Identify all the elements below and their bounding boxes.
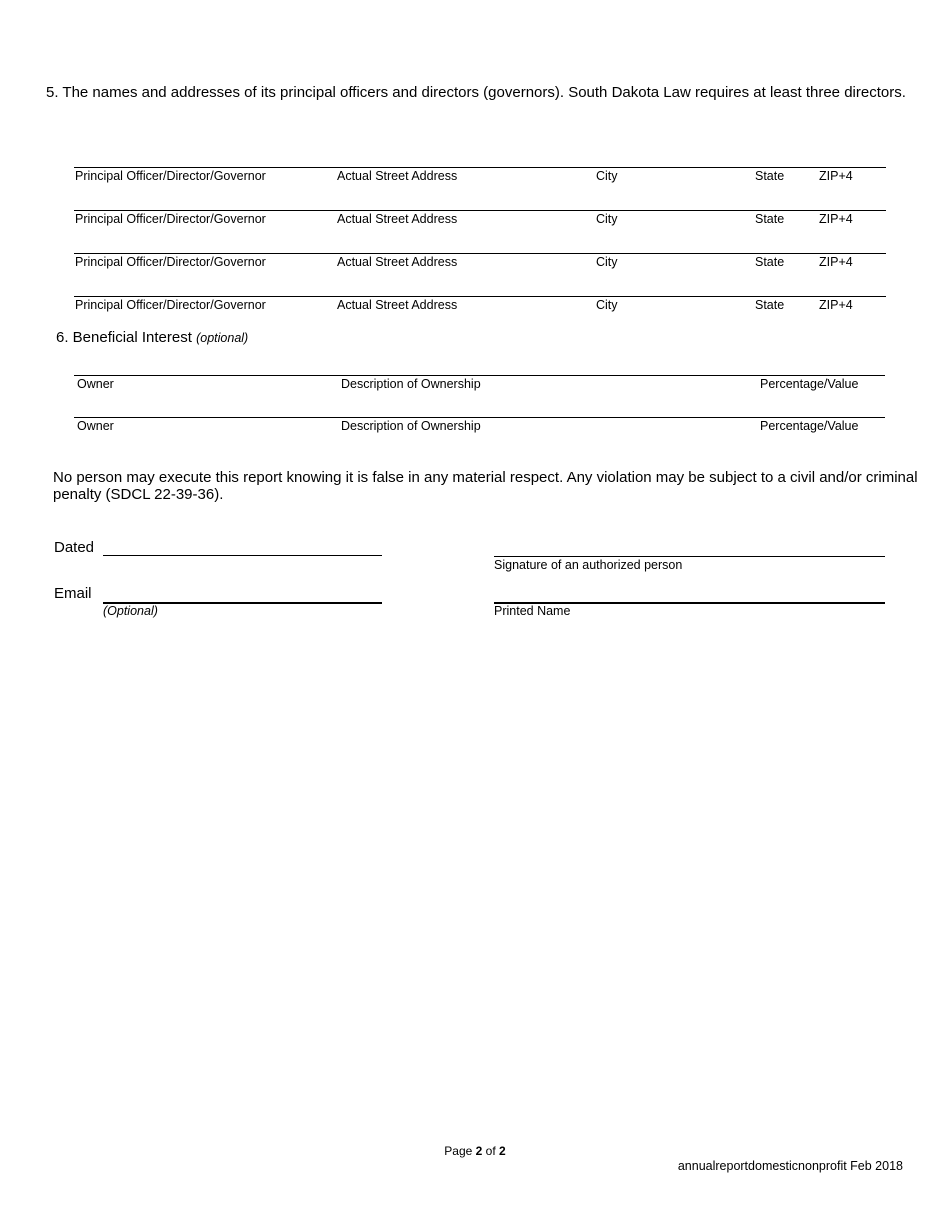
officer-zip-label: ZIP+4 <box>819 169 853 183</box>
officer-state-label: State <box>755 298 785 312</box>
officer-city-label: City <box>596 298 618 312</box>
officer-address-label: Actual Street Address <box>337 298 458 312</box>
officer-zip-label: ZIP+4 <box>819 255 853 269</box>
penalty-warning: No person may execute this report knowing it is false in any material respect. Any violation may be subject to a civil and/or criminal penalty (SDCL 22-39-36). <box>53 469 918 503</box>
officer-zip-label: ZIP+4 <box>819 298 853 312</box>
dated-field[interactable] <box>103 555 382 556</box>
owner-label: Owner <box>77 377 114 391</box>
officer-address-label: Actual Street Address <box>337 255 458 269</box>
officer-line-1[interactable] <box>74 167 886 168</box>
officer-name-label: Principal Officer/Director/Governor <box>75 255 266 269</box>
officer-city-label: City <box>596 255 618 269</box>
ownership-description-label: Description of Ownership <box>341 377 481 391</box>
section-5-instructions: 5. The names and addresses of its principal officers and directors (governors). South Dakota Law requires at least three directors. <box>46 84 906 101</box>
officer-zip-label: ZIP+4 <box>819 212 853 226</box>
owner-line-2[interactable] <box>74 417 885 418</box>
officer-address-label: Actual Street Address <box>337 212 458 226</box>
section-6-heading <box>56 329 248 346</box>
owner-line-1[interactable] <box>74 375 885 376</box>
page-of: of <box>485 1144 496 1158</box>
ownership-description-label: Description of Ownership <box>341 419 481 433</box>
printed-name-label: Printed Name <box>494 604 571 618</box>
officer-name-label: Principal Officer/Director/Governor <box>75 298 266 312</box>
section-6-title: 6. Beneficial Interest <box>56 329 192 346</box>
page-prefix: Page <box>444 1144 473 1158</box>
percentage-value-label: Percentage/Value <box>760 419 859 433</box>
section-6-optional-note: (optional) <box>196 331 249 345</box>
page-total: 2 <box>499 1144 506 1158</box>
officer-line-3[interactable] <box>74 253 886 254</box>
percentage-value-label: Percentage/Value <box>760 377 859 391</box>
officer-state-label: State <box>755 212 785 226</box>
form-identifier: annualreportdomesticnonprofit Feb 2018 <box>677 1159 903 1173</box>
page-number <box>0 1144 950 1158</box>
email-optional-note: (Optional) <box>103 604 158 618</box>
signature-label: Signature of an authorized person <box>494 558 683 572</box>
officer-line-4[interactable] <box>74 296 886 297</box>
dated-label: Dated <box>54 539 95 556</box>
officer-city-label: City <box>596 169 618 183</box>
owner-label: Owner <box>77 419 114 433</box>
officer-name-label: Principal Officer/Director/Governor <box>75 169 266 183</box>
officer-city-label: City <box>596 212 618 226</box>
officer-state-label: State <box>755 169 785 183</box>
officer-name-label: Principal Officer/Director/Governor <box>75 212 266 226</box>
page-current: 2 <box>475 1144 483 1158</box>
email-label: Email <box>54 585 92 602</box>
officer-address-label: Actual Street Address <box>337 169 458 183</box>
signature-field[interactable] <box>494 556 885 557</box>
officer-state-label: State <box>755 255 785 269</box>
officer-line-2[interactable] <box>74 210 886 211</box>
